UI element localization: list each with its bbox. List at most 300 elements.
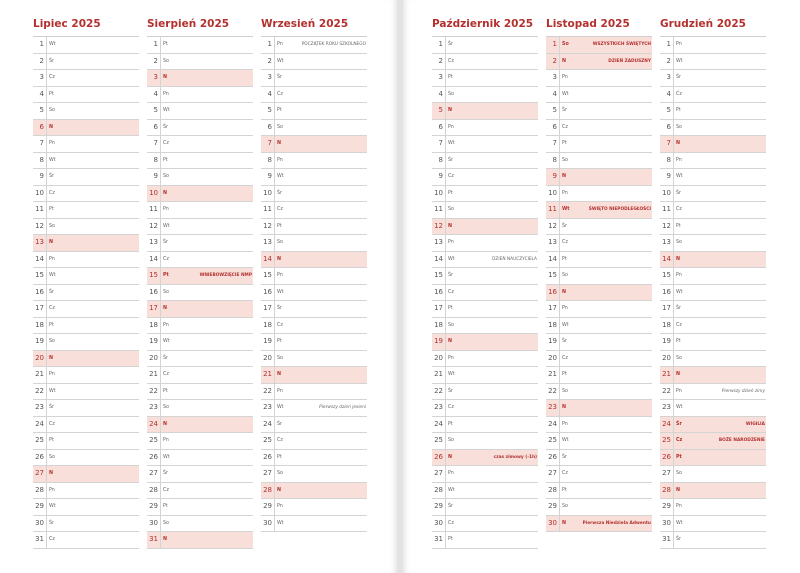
day-row[interactable] (261, 351, 367, 368)
weekday-label: Pt (448, 306, 453, 311)
weekday-label: Pn (49, 372, 55, 377)
weekday-label: Śr (448, 42, 454, 47)
weekday-label: Pn (448, 240, 454, 245)
day-row[interactable] (660, 136, 766, 153)
day-row[interactable] (147, 136, 253, 153)
day-row[interactable] (261, 136, 367, 153)
day-row[interactable] (33, 169, 139, 186)
column-divider (160, 351, 161, 367)
day-number: 17 (149, 304, 158, 312)
column-divider (559, 103, 560, 119)
column-divider (673, 70, 674, 86)
weekday-label: Pt (163, 42, 168, 47)
day-row[interactable] (261, 202, 367, 219)
day-row[interactable] (261, 285, 367, 302)
day-row[interactable] (660, 169, 766, 186)
weekday-label: Wt (163, 108, 170, 113)
column-divider (46, 54, 47, 70)
column-divider (46, 483, 47, 499)
weekday-label: So (163, 174, 169, 179)
day-row[interactable] (546, 400, 652, 417)
day-row[interactable] (546, 70, 652, 87)
day-row[interactable] (261, 450, 367, 467)
weekday-label: Wt (676, 289, 683, 295)
day-row[interactable] (33, 532, 139, 549)
day-row[interactable] (660, 516, 766, 533)
day-number: 15 (662, 271, 671, 279)
weekday-label: N (277, 141, 282, 146)
column-divider (559, 334, 560, 350)
day-row[interactable] (432, 400, 538, 417)
day-row[interactable] (147, 153, 253, 170)
day-row[interactable] (432, 153, 538, 170)
day-row[interactable] (33, 351, 139, 368)
day-row[interactable] (546, 450, 652, 467)
day-row[interactable] (33, 219, 139, 236)
day-row[interactable] (660, 87, 766, 104)
day-row[interactable] (261, 483, 367, 500)
day-row[interactable] (432, 433, 538, 450)
event-label: DZIEŃ ZADUSZNY (608, 58, 651, 64)
day-row[interactable] (147, 169, 253, 186)
column-divider (274, 37, 275, 53)
day-row[interactable] (261, 384, 367, 401)
day-number: 13 (35, 238, 44, 246)
day-number: 17 (35, 304, 44, 312)
day-row[interactable] (261, 235, 367, 252)
day-row[interactable] (33, 516, 139, 533)
day-row[interactable] (33, 54, 139, 71)
day-number: 22 (35, 386, 44, 395)
weekday-label: N (49, 124, 54, 130)
day-row[interactable] (660, 400, 766, 417)
day-row[interactable] (432, 37, 538, 54)
day-row[interactable] (261, 301, 367, 318)
day-number: 29 (35, 502, 44, 510)
day-row[interactable] (147, 120, 253, 137)
weekday-label: Cz (163, 372, 169, 377)
column-divider (559, 235, 560, 251)
day-row[interactable] (33, 450, 139, 467)
day-number: 9 (39, 172, 44, 180)
day-row[interactable] (432, 87, 538, 104)
column-divider (673, 384, 674, 400)
column-divider (673, 318, 674, 334)
day-number: 31 (662, 535, 671, 543)
column-divider (559, 400, 560, 416)
day-row[interactable] (261, 417, 367, 434)
day-number: 8 (153, 155, 158, 164)
day-row[interactable] (261, 87, 367, 104)
column-divider (673, 499, 674, 515)
column-divider (46, 268, 47, 284)
day-number: 17 (434, 304, 443, 312)
day-row[interactable] (147, 54, 253, 71)
column-divider (445, 334, 446, 350)
day-row[interactable] (261, 318, 367, 335)
day-row[interactable] (432, 499, 538, 516)
day-row[interactable] (660, 450, 766, 467)
day-row[interactable] (660, 37, 766, 54)
day-row[interactable] (261, 54, 367, 71)
day-row[interactable] (432, 318, 538, 335)
day-number: 7 (666, 139, 671, 147)
day-row[interactable] (432, 334, 538, 351)
day-row[interactable] (660, 202, 766, 219)
column-divider (274, 70, 275, 86)
day-number: 3 (39, 73, 44, 81)
weekday-label: Cz (676, 91, 682, 97)
weekday-label: Śr (562, 454, 568, 460)
day-row[interactable] (660, 54, 766, 71)
day-row[interactable] (432, 103, 538, 120)
column-divider (559, 433, 560, 449)
column-divider (559, 417, 560, 433)
day-row[interactable] (660, 252, 766, 269)
day-row[interactable] (660, 499, 766, 516)
day-row[interactable] (546, 153, 652, 170)
day-row[interactable] (147, 70, 253, 87)
day-number: 1 (666, 40, 671, 48)
column-divider (46, 466, 47, 482)
day-row[interactable] (33, 153, 139, 170)
column-divider (673, 516, 674, 532)
column-divider (160, 136, 161, 152)
day-row[interactable] (546, 351, 652, 368)
day-row[interactable] (546, 334, 652, 351)
day-row[interactable] (261, 499, 367, 516)
weekday-label: N (562, 520, 567, 526)
day-number: 1 (267, 40, 272, 48)
day-row[interactable] (546, 169, 652, 186)
day-row[interactable] (546, 367, 652, 384)
day-row[interactable] (660, 103, 766, 120)
day-row[interactable] (261, 120, 367, 137)
weekday-label: Śr (49, 174, 55, 179)
day-row[interactable] (432, 120, 538, 137)
day-row[interactable] (261, 516, 367, 533)
weekday-label: N (277, 372, 282, 377)
day-number: 20 (434, 353, 443, 362)
day-number: 23 (434, 403, 443, 411)
day-row[interactable] (432, 70, 538, 87)
column-divider (274, 87, 275, 103)
weekday-label: Cz (277, 438, 283, 443)
weekday-label: Wt (277, 58, 284, 64)
day-row[interactable] (33, 268, 139, 285)
day-row[interactable] (432, 466, 538, 483)
column-divider (46, 285, 47, 301)
day-row[interactable] (147, 219, 253, 236)
day-row[interactable] (546, 301, 652, 318)
day-row[interactable] (147, 301, 253, 318)
day-row[interactable] (546, 54, 652, 71)
day-row[interactable] (660, 483, 766, 500)
day-row[interactable] (33, 499, 139, 516)
day-row[interactable] (147, 367, 253, 384)
weekday-label: Pn (49, 141, 55, 146)
day-number: 21 (35, 370, 44, 378)
weekday-label: N (448, 339, 453, 344)
day-row[interactable] (147, 532, 253, 549)
day-row[interactable] (147, 103, 253, 120)
day-number: 2 (552, 56, 557, 65)
column-divider (673, 466, 674, 482)
column-divider (274, 334, 275, 350)
day-row[interactable] (432, 516, 538, 533)
column-divider (274, 351, 275, 367)
day-row[interactable] (432, 54, 538, 71)
day-row[interactable] (261, 219, 367, 236)
day-row[interactable] (33, 334, 139, 351)
day-row[interactable] (261, 37, 367, 54)
day-number: 8 (666, 155, 671, 164)
day-row[interactable] (546, 318, 652, 335)
day-row[interactable] (546, 103, 652, 120)
column-divider (160, 400, 161, 416)
day-row[interactable] (546, 120, 652, 137)
day-row[interactable] (546, 483, 652, 500)
day-row[interactable] (546, 235, 652, 252)
day-row[interactable] (147, 87, 253, 104)
day-row[interactable] (33, 103, 139, 120)
day-row[interactable] (33, 384, 139, 401)
day-row[interactable] (432, 268, 538, 285)
column-divider (673, 334, 674, 350)
column-divider (274, 186, 275, 202)
day-row[interactable] (546, 417, 652, 434)
day-row[interactable] (546, 186, 652, 203)
day-row[interactable] (660, 334, 766, 351)
day-row[interactable] (660, 417, 766, 434)
day-row[interactable] (546, 285, 652, 302)
day-number: 17 (548, 304, 557, 312)
day-row[interactable] (261, 169, 367, 186)
day-number: 25 (548, 436, 557, 444)
day-row[interactable] (432, 169, 538, 186)
column-divider (160, 301, 161, 317)
event-label: ŚWIĘTO NIEPODLEGŁOŚCI (588, 207, 651, 212)
column-divider (445, 37, 446, 53)
day-row[interactable] (261, 268, 367, 285)
day-row[interactable] (546, 202, 652, 219)
day-row[interactable] (432, 285, 538, 302)
day-row[interactable] (660, 351, 766, 368)
day-row[interactable] (33, 252, 139, 269)
column-divider (673, 351, 674, 367)
day-number: 14 (662, 254, 671, 263)
day-row[interactable] (261, 466, 367, 483)
day-row[interactable] (660, 285, 766, 302)
day-row[interactable] (147, 516, 253, 533)
day-row[interactable] (660, 235, 766, 252)
day-row[interactable] (147, 334, 253, 351)
column-divider (445, 301, 446, 317)
day-row[interactable] (33, 37, 139, 54)
day-row[interactable] (546, 516, 652, 533)
day-row[interactable] (432, 417, 538, 434)
day-row[interactable] (660, 120, 766, 137)
weekday-label: So (676, 124, 682, 130)
day-number: 25 (149, 436, 158, 444)
day-row[interactable] (147, 202, 253, 219)
day-row[interactable] (261, 103, 367, 120)
day-row[interactable] (546, 433, 652, 450)
day-row[interactable] (432, 252, 538, 269)
day-row[interactable] (147, 285, 253, 302)
month-title: Lipiec 2025 (33, 14, 139, 37)
day-row[interactable] (147, 235, 253, 252)
day-row[interactable] (660, 433, 766, 450)
month-title: Grudzień 2025 (660, 14, 766, 37)
column-divider (559, 285, 560, 301)
day-row[interactable] (33, 87, 139, 104)
day-row[interactable] (660, 466, 766, 483)
day-row[interactable] (147, 450, 253, 467)
column-divider (46, 219, 47, 235)
day-number: 15 (149, 271, 158, 279)
day-row[interactable] (33, 466, 139, 483)
day-row[interactable] (147, 417, 253, 434)
day-number: 14 (434, 254, 443, 263)
day-row[interactable] (33, 301, 139, 318)
day-row[interactable] (261, 334, 367, 351)
day-number: 7 (153, 139, 158, 147)
day-row[interactable] (546, 268, 652, 285)
day-row[interactable] (147, 483, 253, 500)
day-row[interactable] (660, 532, 766, 549)
column-divider (274, 153, 275, 169)
weekday-label: Pt (163, 388, 168, 394)
day-row[interactable] (261, 70, 367, 87)
day-row[interactable] (432, 483, 538, 500)
day-row[interactable] (546, 384, 652, 401)
column-divider (445, 87, 446, 103)
day-row[interactable] (660, 367, 766, 384)
day-number: 7 (39, 139, 44, 147)
day-row[interactable] (261, 367, 367, 384)
day-row[interactable] (546, 219, 652, 236)
day-number: 8 (267, 155, 272, 164)
day-row[interactable] (147, 466, 253, 483)
day-row[interactable] (546, 252, 652, 269)
day-row[interactable] (261, 186, 367, 203)
day-row[interactable] (33, 367, 139, 384)
day-row[interactable] (33, 235, 139, 252)
day-row[interactable] (261, 433, 367, 450)
day-row[interactable] (546, 466, 652, 483)
day-row[interactable] (147, 400, 253, 417)
day-row[interactable] (33, 285, 139, 302)
day-row[interactable] (33, 70, 139, 87)
day-row[interactable] (546, 136, 652, 153)
day-row[interactable] (432, 367, 538, 384)
column-divider (274, 235, 275, 251)
weekday-label: Pn (49, 256, 55, 262)
day-number: 28 (149, 485, 158, 494)
weekday-label: Pn (163, 438, 169, 443)
day-row[interactable] (147, 252, 253, 269)
day-row[interactable] (432, 202, 538, 219)
day-row[interactable] (147, 351, 253, 368)
weekday-label: Cz (49, 537, 55, 542)
day-row[interactable] (33, 433, 139, 450)
day-row[interactable] (432, 235, 538, 252)
day-row[interactable] (660, 186, 766, 203)
column-divider (274, 450, 275, 466)
day-row[interactable] (432, 186, 538, 203)
day-row[interactable] (432, 450, 538, 467)
day-row[interactable] (33, 136, 139, 153)
day-number: 4 (438, 89, 443, 98)
day-number: 4 (666, 89, 671, 98)
day-row[interactable] (147, 433, 253, 450)
day-row[interactable] (546, 37, 652, 54)
day-row[interactable] (261, 400, 367, 417)
day-row[interactable] (33, 400, 139, 417)
column-divider (274, 400, 275, 416)
day-row[interactable] (432, 384, 538, 401)
day-row[interactable] (546, 499, 652, 516)
day-row[interactable] (33, 318, 139, 335)
day-row[interactable] (147, 37, 253, 54)
day-row[interactable] (33, 186, 139, 203)
day-row[interactable] (147, 384, 253, 401)
weekday-label: Wt (562, 322, 569, 328)
day-number: 16 (149, 287, 158, 296)
day-row[interactable] (147, 499, 253, 516)
day-row[interactable] (660, 70, 766, 87)
day-row[interactable] (432, 301, 538, 318)
column-divider (160, 219, 161, 235)
day-number: 13 (434, 238, 443, 246)
day-row[interactable] (660, 268, 766, 285)
column-divider (274, 136, 275, 152)
day-row[interactable] (660, 153, 766, 170)
day-row[interactable] (33, 417, 139, 434)
day-number: 22 (149, 386, 158, 395)
day-number: 28 (434, 485, 443, 494)
day-row[interactable] (432, 136, 538, 153)
day-row[interactable] (33, 120, 139, 137)
day-row[interactable] (261, 252, 367, 269)
day-row[interactable] (660, 384, 766, 401)
day-row[interactable] (147, 318, 253, 335)
weekday-label: Pt (277, 454, 282, 460)
column-divider (559, 54, 560, 70)
day-row[interactable] (261, 153, 367, 170)
day-row[interactable] (147, 186, 253, 203)
weekday-label: N (562, 58, 567, 64)
day-row[interactable] (660, 318, 766, 335)
day-row[interactable] (432, 351, 538, 368)
day-row[interactable] (546, 87, 652, 104)
weekday-label: Wt (277, 289, 284, 295)
day-row[interactable] (660, 219, 766, 236)
day-row[interactable] (147, 268, 253, 285)
column-divider (559, 318, 560, 334)
day-row[interactable] (432, 219, 538, 236)
column-divider (160, 450, 161, 466)
day-row[interactable] (33, 483, 139, 500)
month-title: Październik 2025 (432, 14, 538, 37)
weekday-label: Cz (676, 322, 682, 328)
day-row[interactable] (33, 202, 139, 219)
day-number: 8 (39, 155, 44, 164)
day-row[interactable] (432, 532, 538, 549)
day-row[interactable] (660, 301, 766, 318)
weekday-label: Pn (562, 421, 568, 427)
